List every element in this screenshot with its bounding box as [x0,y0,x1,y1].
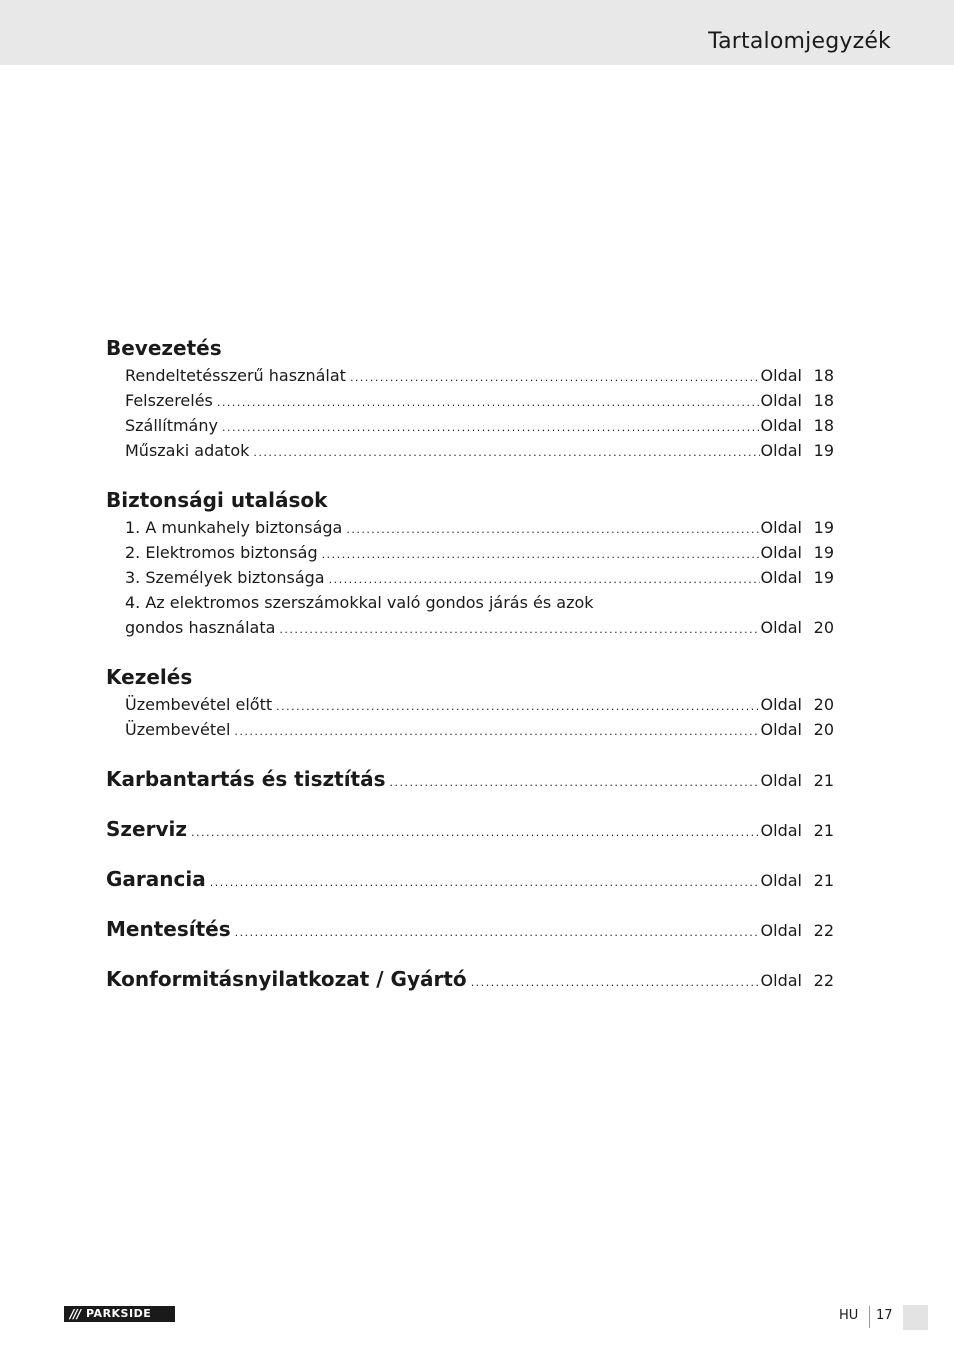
dot-leader [234,719,759,744]
toc-entry[interactable] [106,438,834,463]
toc-entry-label: 2. Elektromos biztonság [125,543,318,562]
toc-entry-label: Műszaki adatok [125,441,250,460]
dot-leader [276,694,759,719]
footer-tab-box [903,1305,928,1330]
toc-entry[interactable] [106,515,834,540]
toc-entry-label: 1. A munkahely biztonsága [125,518,343,537]
header-band [0,0,954,65]
toc-section-title: Biztonsági utalások [106,488,328,512]
page-title: Tartalomjegyzék [708,29,891,54]
toc-entry[interactable] [106,565,834,590]
toc-entry-page: Oldal 19 [760,543,834,562]
toc-section-title: Konformitásnyilatkozat / Gyártó [106,967,467,991]
toc-section-entry[interactable] [106,817,834,842]
dot-leader [253,440,759,465]
spacer [106,640,834,663]
toc-entry-label: Üzembevétel előtt [125,695,273,714]
toc-section-entry[interactable] [106,767,834,792]
toc-entry[interactable] [106,615,834,640]
toc-entry-label: gondos használata [125,618,276,637]
logo-text: PARKSIDE [86,1307,152,1320]
toc-section-title: Szerviz [106,817,188,841]
toc-entry[interactable] [106,717,834,742]
dot-leader [235,920,760,945]
toc-section-entry[interactable] [106,967,834,992]
toc-section-entry[interactable] [106,867,834,892]
toc-entry-page: Oldal 20 [760,720,834,739]
spacer [106,792,834,817]
toc-entry-label-line[interactable]: 4. Az elektromos szerszámokkal való gondos járás és azok [125,593,594,612]
toc-entry[interactable] [106,363,834,388]
dot-leader [191,820,760,845]
toc-entry-page: Oldal 18 [760,366,834,385]
toc-entry-label: Rendeltetésszerű használat [125,366,346,385]
dot-leader [279,617,759,642]
table-of-contents [106,334,834,992]
spacer [106,742,834,767]
dot-leader [471,970,760,995]
dot-leader [322,542,760,567]
toc-entry-page: Oldal 21 [760,821,834,840]
spacer [106,942,834,967]
footer-divider [869,1306,870,1328]
toc-entry[interactable] [106,413,834,438]
toc-section-entry[interactable] [106,917,834,942]
dot-leader [210,870,760,895]
toc-entry-label: 3. Személyek biztonsága [125,568,325,587]
toc-entry-page: Oldal 18 [760,391,834,410]
toc-section-title: Garancia [106,867,206,891]
toc-entry-page: Oldal 19 [760,441,834,460]
toc-entry[interactable] [106,692,834,717]
toc-entry-page: Oldal 18 [760,416,834,435]
toc-section-title: Bevezetés [106,336,222,360]
toc-entry[interactable] [106,540,834,565]
toc-entry[interactable] [106,388,834,413]
toc-entry-page: Oldal 21 [760,771,834,790]
dot-leader [350,365,760,390]
spacer [106,463,834,486]
spacer [106,892,834,917]
toc-entry-page: Oldal 22 [760,921,834,940]
toc-section-title: Mentesítés [106,917,231,941]
dot-leader [346,517,759,542]
language-code: HU [839,1308,859,1323]
toc-entry-page: Oldal 19 [760,518,834,537]
toc-entry-label: Felszerelés [125,391,213,410]
page-number: 17 [876,1308,893,1323]
toc-entry-page: Oldal 21 [760,871,834,890]
dot-leader [390,770,760,795]
dot-leader [217,390,760,415]
toc-entry-page: Oldal 20 [760,695,834,714]
dot-leader [329,567,760,592]
toc-section-title: Karbantartás és tisztítás [106,767,386,791]
toc-entry-page: Oldal 20 [760,618,834,637]
toc-section-title: Kezelés [106,665,193,689]
toc-entry-label: Üzembevétel [125,720,231,739]
parkside-logo [64,1306,175,1322]
dot-leader [222,415,760,440]
toc-entry-page: Oldal 22 [760,971,834,990]
spacer [106,842,834,867]
logo-slashes: /// [69,1307,81,1321]
toc-entry-label: Szállítmány [125,416,218,435]
toc-entry-page: Oldal 19 [760,568,834,587]
